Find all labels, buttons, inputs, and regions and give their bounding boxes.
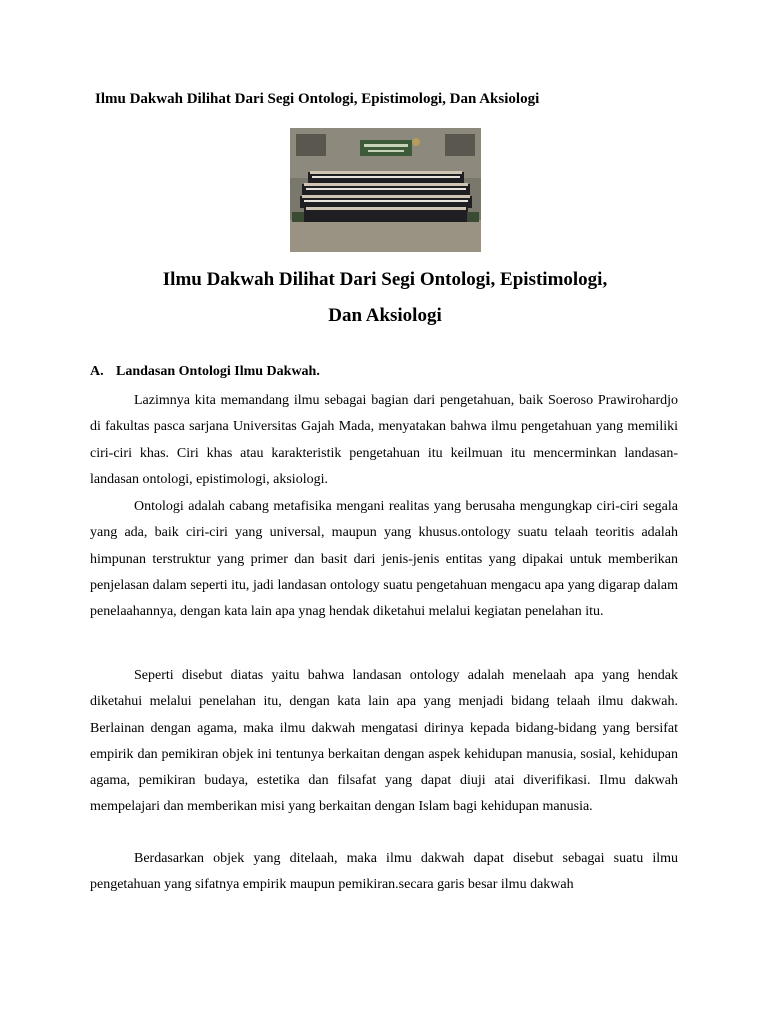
body-paragraph: Lazimnya kita memandang ilmu sebagai bagian dari pengetahuan, baik Soeroso Prawirohardjo di fakultas pasca sarjana Universitas Gajah Mada, menyatakan bahwa ilmu pengetahuan yang memiliki ciri-ciri khas. Ciri khas atau karakteristik pengetahuan itu keilmuan itu mencerminkan landasan-landasan ontologi, epistimologi, aksiologi. [90,393,678,487]
body-paragraph: Berdasarkan objek yang ditelaah, maka ilmu dakwah dapat disebut sebagai suatu ilmu pengetahuan yang sifatnya empirik maupun pemikiran.secara garis besar ilmu dakwah [90,851,678,893]
section-title: Landasan Ontologi Ilmu Dakwah. [116,364,320,379]
document-header-title: Ilmu Dakwah Dilihat Dari Segi Ontologi, Epistimologi, Dan Aksiologi [95,91,540,107]
section-heading [90,364,320,380]
section-number: A. [90,364,104,379]
group-photo [290,128,481,252]
main-title-line-2: Dan Aksiologi [328,305,442,326]
body-paragraph: Ontologi adalah cabang metafisika mengani realitas yang berusaha mengungkap ciri-ciri segala yang ada, baik ciri-ciri yang universal, maupun yang khusus.ontology suatu telaah teoritis adalah himpunan terstruktur yang primer dan basit dari jenis-jenis entitas yang dipakai untuk memberikan penjelasan dalam seperti itu, jadi landasan ontology suatu pengetahuan mengacu apa yang digarap dalam penelaahannya, dengan kata lain apa ynag hendak diketahui melalui kegiatan penelahan itu. [90,499,678,620]
body-paragraph: Seperti disebut diatas yaitu bahwa landasan ontology adalah menelaah apa yang hendak diketahui melalui penelahan itu, dengan kata lain apa yang menjadi bidang telaah ilmu dakwah. Berlainan dengan agama, maka ilmu dakwah mengatasi dirinya kepada bidang-bidang yang bersifat empirik dan pemikiran objek ini tentunya berkaitan dengan aspek kehidupan manusia, sosial, kehidupan agama, pemikiran budaya, estetika dan filsafat yang dapat diuji atai diverifikasi. Ilmu dakwah mempelajari dan memberikan misi yang berkaitan dengan Islam bagi kehidupan manusia. [90,668,678,815]
main-title-line-1: Ilmu Dakwah Dilihat Dari Segi Ontologi, Epistimologi, [162,269,608,290]
group-photo-image [290,128,481,252]
